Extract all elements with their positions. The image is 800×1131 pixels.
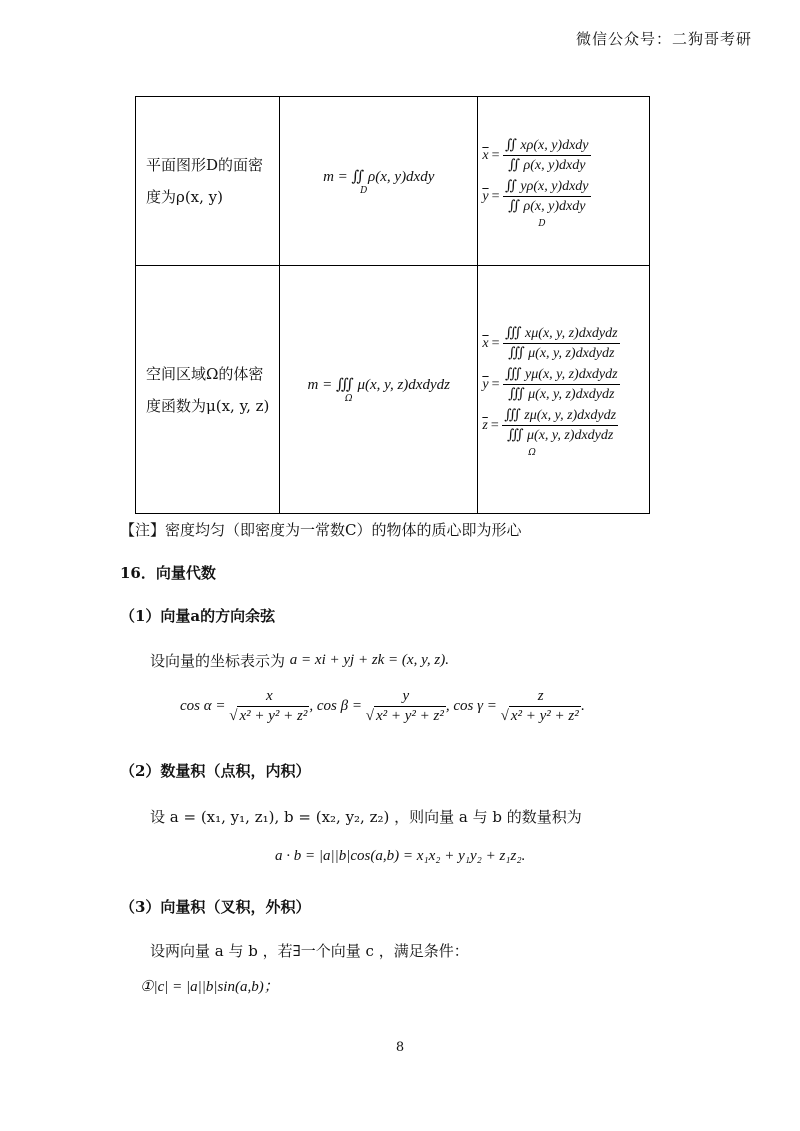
xbar-formula: $\overline{x}$ = $\frac{\text{∬ xρ(x, y)dxdy}}{\text{∬ ρ(x, y)dxdy}}$: [482, 138, 589, 173]
note-text: 【注】密度均匀（即密度为一常数C）的物体的质心即为形心: [120, 521, 522, 539]
cross-product-condition-1: ①|c| = |a||b|sin(a,b)；: [140, 979, 279, 995]
row1-mass: m = ∬ ρ(x, y)dxdy D: [280, 97, 478, 266]
table-row: [136, 97, 650, 266]
section-16-heading: 16．向量代数: [120, 564, 216, 582]
table-row: [136, 266, 650, 514]
vector-coordinate-line: 设向量的坐标表示为 a = xi + yj + zk = (x, y, z).: [150, 652, 449, 670]
dot-product-formula: a · b = |a||b|cos(a,b) = x₁x₂ + y₁y₂ + z₁z₂.: [275, 848, 526, 864]
page-number: 8: [395, 1040, 405, 1055]
ybar-formula: $\overline{y}$ = $\frac{\text{∭ yμ(x, y, z)dxdydz}}{\text{∭ μ(x, y, z)dxdydz}}$: [482, 367, 618, 402]
row1-centroid: $\overline{x}$ = $\frac{\text{∬ xρ(x, y)dxdy}}{\text{∬ ρ(x, y)dxdy}}$ $\overline{y}$ = $\frac{\text{∬ yρ(x, y)dxdy}}{\text{∬ ρ(x, y)dxdy}}$ D: [478, 97, 650, 266]
header-watermark: 微信公众号：二狗哥考研: [575, 30, 752, 48]
row1-label: 平面图形D的面密 度为ρ(x, y): [136, 97, 280, 266]
zbar-formula: $\overline{z}$ = $\frac{\text{∭ zμ(x, y, z)dxdydz}}{\text{∭ μ(x, y, z)dxdydz}}$: [482, 408, 617, 443]
direction-cosines: cos α = $\frac{x}{\text{√ x² + y² + z²}}$ , cos β = $\frac{y}{\text{√ x² + y² + z²}}$ , cos γ = $\frac{z}{\text{√ x² + y² + z²}}$ .: [180, 688, 585, 724]
ybar-formula: $\overline{y}$ = $\frac{\text{∬ yρ(x, y)dxdy}}{\text{∬ ρ(x, y)dxdy}}$: [482, 179, 589, 214]
dot-product-intro: 设 a = (x₁, y₁, z₁), b = (x₂, y₂, z₂) ，则向量 a 与 b 的数量积为: [150, 808, 582, 826]
row2-mass: m = ∭ μ(x, y, z)dxdydz Ω: [280, 266, 478, 514]
row2-label: 空间区域Ω的体密 度函数为μ(x, y, z): [136, 266, 280, 514]
centroid-table: [135, 96, 650, 514]
xbar-formula: $\overline{x}$ = $\frac{\text{∭ xμ(x, y, z)dxdydz}}{\text{∭ μ(x, y, z)dxdydz}}$: [482, 326, 618, 361]
sub2-heading: （2）数量积（点积，内积）: [120, 762, 311, 780]
sub3-heading: （3）向量积（叉积，外积）: [120, 898, 311, 916]
row2-centroid: $\overline{x}$ = $\frac{\text{∭ xμ(x, y, z)dxdydz}}{\text{∭ μ(x, y, z)dxdydz}}$ $\overline{y}$ = $\frac{\text{∭ yμ(x, y, z)dxdydz}}{\text{∭ μ(x, y, z)dxdydz}}$ $\overline{z}$ = $\frac{\text{∭ zμ(x, y, z)dxdydz}}{\text{∭ μ(x, y, z)dxdydz}}$ Ω: [478, 266, 650, 514]
cross-product-intro: 设两向量 a 与 b ，若∃一个向量 c ，满足条件：: [150, 942, 469, 960]
sub1-heading: （1）向量a的方向余弦: [120, 607, 276, 625]
